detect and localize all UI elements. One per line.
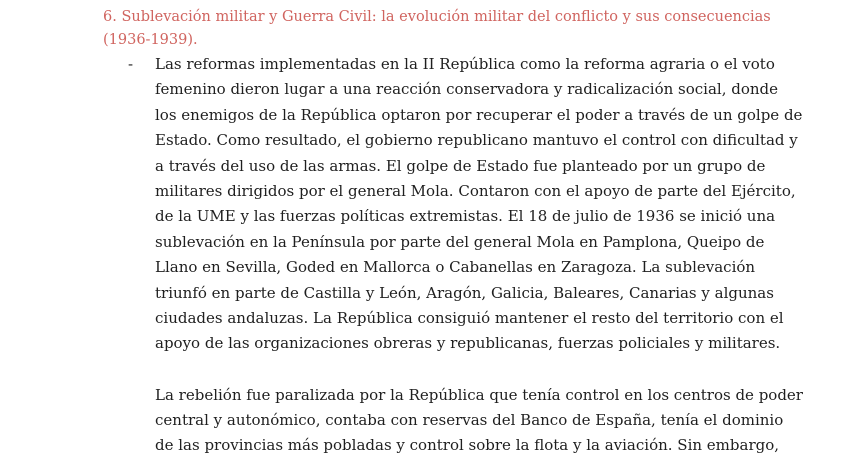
paragraph-1-line: los enemigos de la República optaron por recuperar el poder a través de un golpe de: [155, 105, 803, 124]
paragraph-1-line: Llano en Sevilla, Goded en Mallorca o Cabanellas en Zaragoza. La sublevación: [155, 258, 756, 277]
paragraph-1-line: femenino dieron lugar a una reacción conservadora y radicalización social, donde: [155, 80, 779, 99]
paragraph-1-line: Estado. Como resultado, el gobierno republicano mantuvo el control con dificultad y: [155, 131, 798, 150]
section-heading-line-2: (1936-1939).: [103, 31, 198, 48]
paragraph-1-line: triunfó en parte de Castilla y León, Aragón, Galicia, Baleares, Canarias y algunas: [155, 283, 774, 302]
section-heading: [103, 6, 783, 51]
paragraph-1-line: de la UME y las fuerzas políticas extremistas. El 18 de julio de 1936 se inició una: [155, 207, 776, 226]
paragraph-2-line: La rebelión fue paralizada por la República que tenía control en los centros de poder: [155, 385, 803, 404]
paragraph-1: [155, 52, 803, 357]
paragraph-1-line: a través del uso de las armas. El golpe de Estado fue planteado por un grupo de: [155, 156, 766, 175]
paragraph-1-line: ciudades andaluzas. La República consiguió mantener el resto del territorio con el: [155, 308, 784, 327]
section-heading-line-1: 6. Sublevación militar y Guerra Civil: la evolución militar del conflicto y sus consecuencias: [103, 9, 771, 25]
paragraph-1-line: Las reformas implementadas en la II República como la reforma agraria o el voto: [155, 55, 775, 73]
paragraph-1-line: militares dirigidos por el general Mola. Contaron con el apoyo de parte del Ejército,: [155, 181, 796, 200]
bullet-item: [103, 52, 803, 459]
paragraph-2-line: de las provincias más pobladas y control sobre la flota y la aviación. Sin embargo,: [155, 436, 780, 455]
paragraph-1-line: apoyo de las organizaciones obreras y republicanas, fuerzas policiales y militares.: [155, 334, 781, 353]
paragraph-2: [155, 383, 803, 459]
paragraph-2-line: central y autonómico, contaba con reservas del Banco de España, tenía el dominio: [155, 411, 784, 430]
paragraph-1-line: sublevación en la Península por parte del general Mola en Pamplona, Queipo de: [155, 232, 765, 251]
bullet-dash: -: [128, 55, 134, 73]
